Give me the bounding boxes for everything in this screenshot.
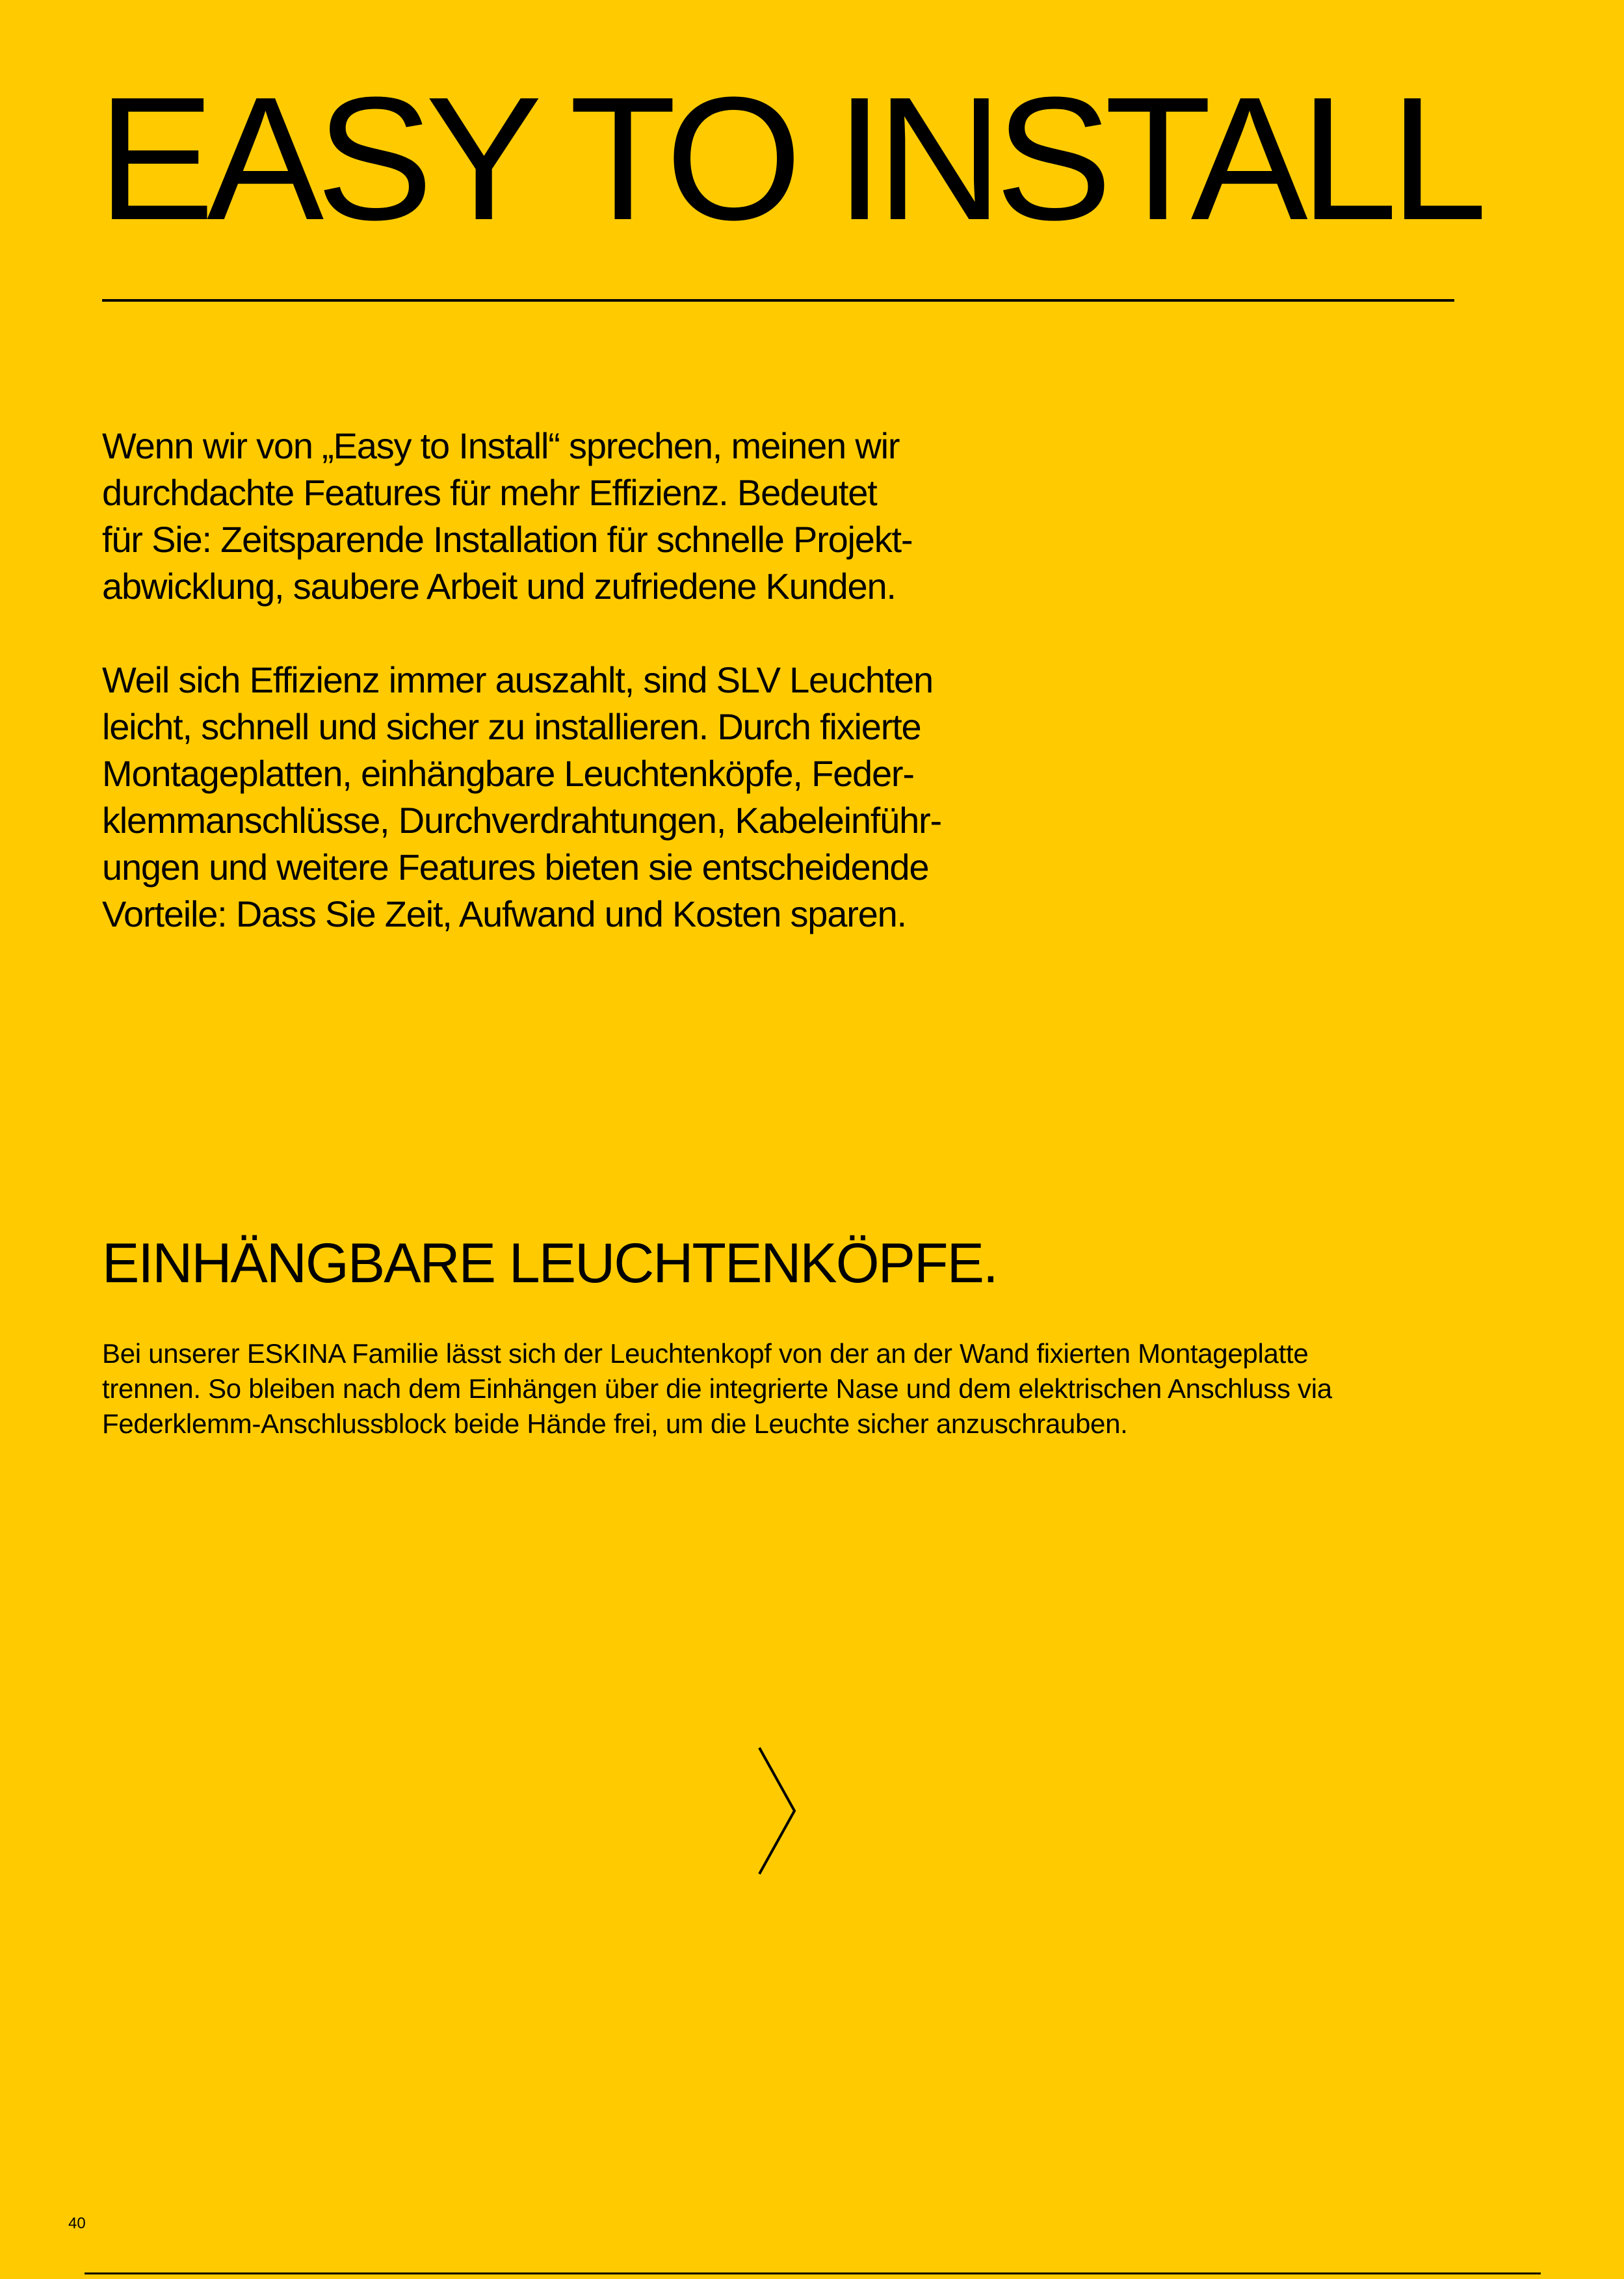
- page-number: 40: [68, 2215, 86, 2232]
- text-line: Federklemm-Anschlussblock beide Hände frei, um die Leuchte sicher anzuschrauben.: [102, 1408, 1128, 1439]
- title-divider: [102, 299, 1454, 302]
- section-heading: EINHÄNGBARE LEUCHTENKÖPFE.: [102, 1232, 997, 1295]
- text-line: durchdachte Features für mehr Effizienz. Bedeutet: [102, 472, 877, 513]
- section-body: [102, 1336, 1519, 1442]
- page-title: EASY TO INSTALL: [98, 61, 1480, 257]
- text-line: für Sie: Zeitsparende Installation für schnelle Projekt-: [102, 519, 913, 560]
- text-line: leicht, schnell und sicher zu installieren. Durch fixierte: [102, 706, 921, 747]
- text-line: ungen und weitere Features bieten sie entscheidende: [102, 847, 929, 888]
- text-line: Bei unserer ESKINA Familie lässt sich der Leuchtenkopf von der an der Wand fixierten Montageplatte: [102, 1338, 1309, 1369]
- intro-paragraph-1: [102, 423, 1032, 610]
- text-line: abwicklung, saubere Arbeit und zufriedene Kunden.: [102, 566, 896, 607]
- footer-divider: [85, 2272, 1541, 2274]
- text-line: trennen. So bleiben nach dem Einhängen über die integrierte Nase und dem elektrischen Anschluss via: [102, 1373, 1332, 1404]
- intro-paragraph-2: [102, 657, 1032, 938]
- text-line: Vorteile: Dass Sie Zeit, Aufwand und Kosten sparen.: [102, 893, 906, 934]
- text-line: Wenn wir von „Easy to Install“ sprechen, meinen wir: [102, 425, 900, 466]
- text-line: klemmanschlüsse, Durchverdrahtungen, Kabeleinführ-: [102, 800, 941, 841]
- text-line: Montageplatten, einhängbare Leuchtenköpfe, Feder-: [102, 753, 914, 794]
- chevron-right-icon[interactable]: [748, 1743, 800, 1879]
- intro-text: [102, 423, 1032, 984]
- text-line: Weil sich Effizienz immer auszahlt, sind SLV Leuchten: [102, 659, 933, 700]
